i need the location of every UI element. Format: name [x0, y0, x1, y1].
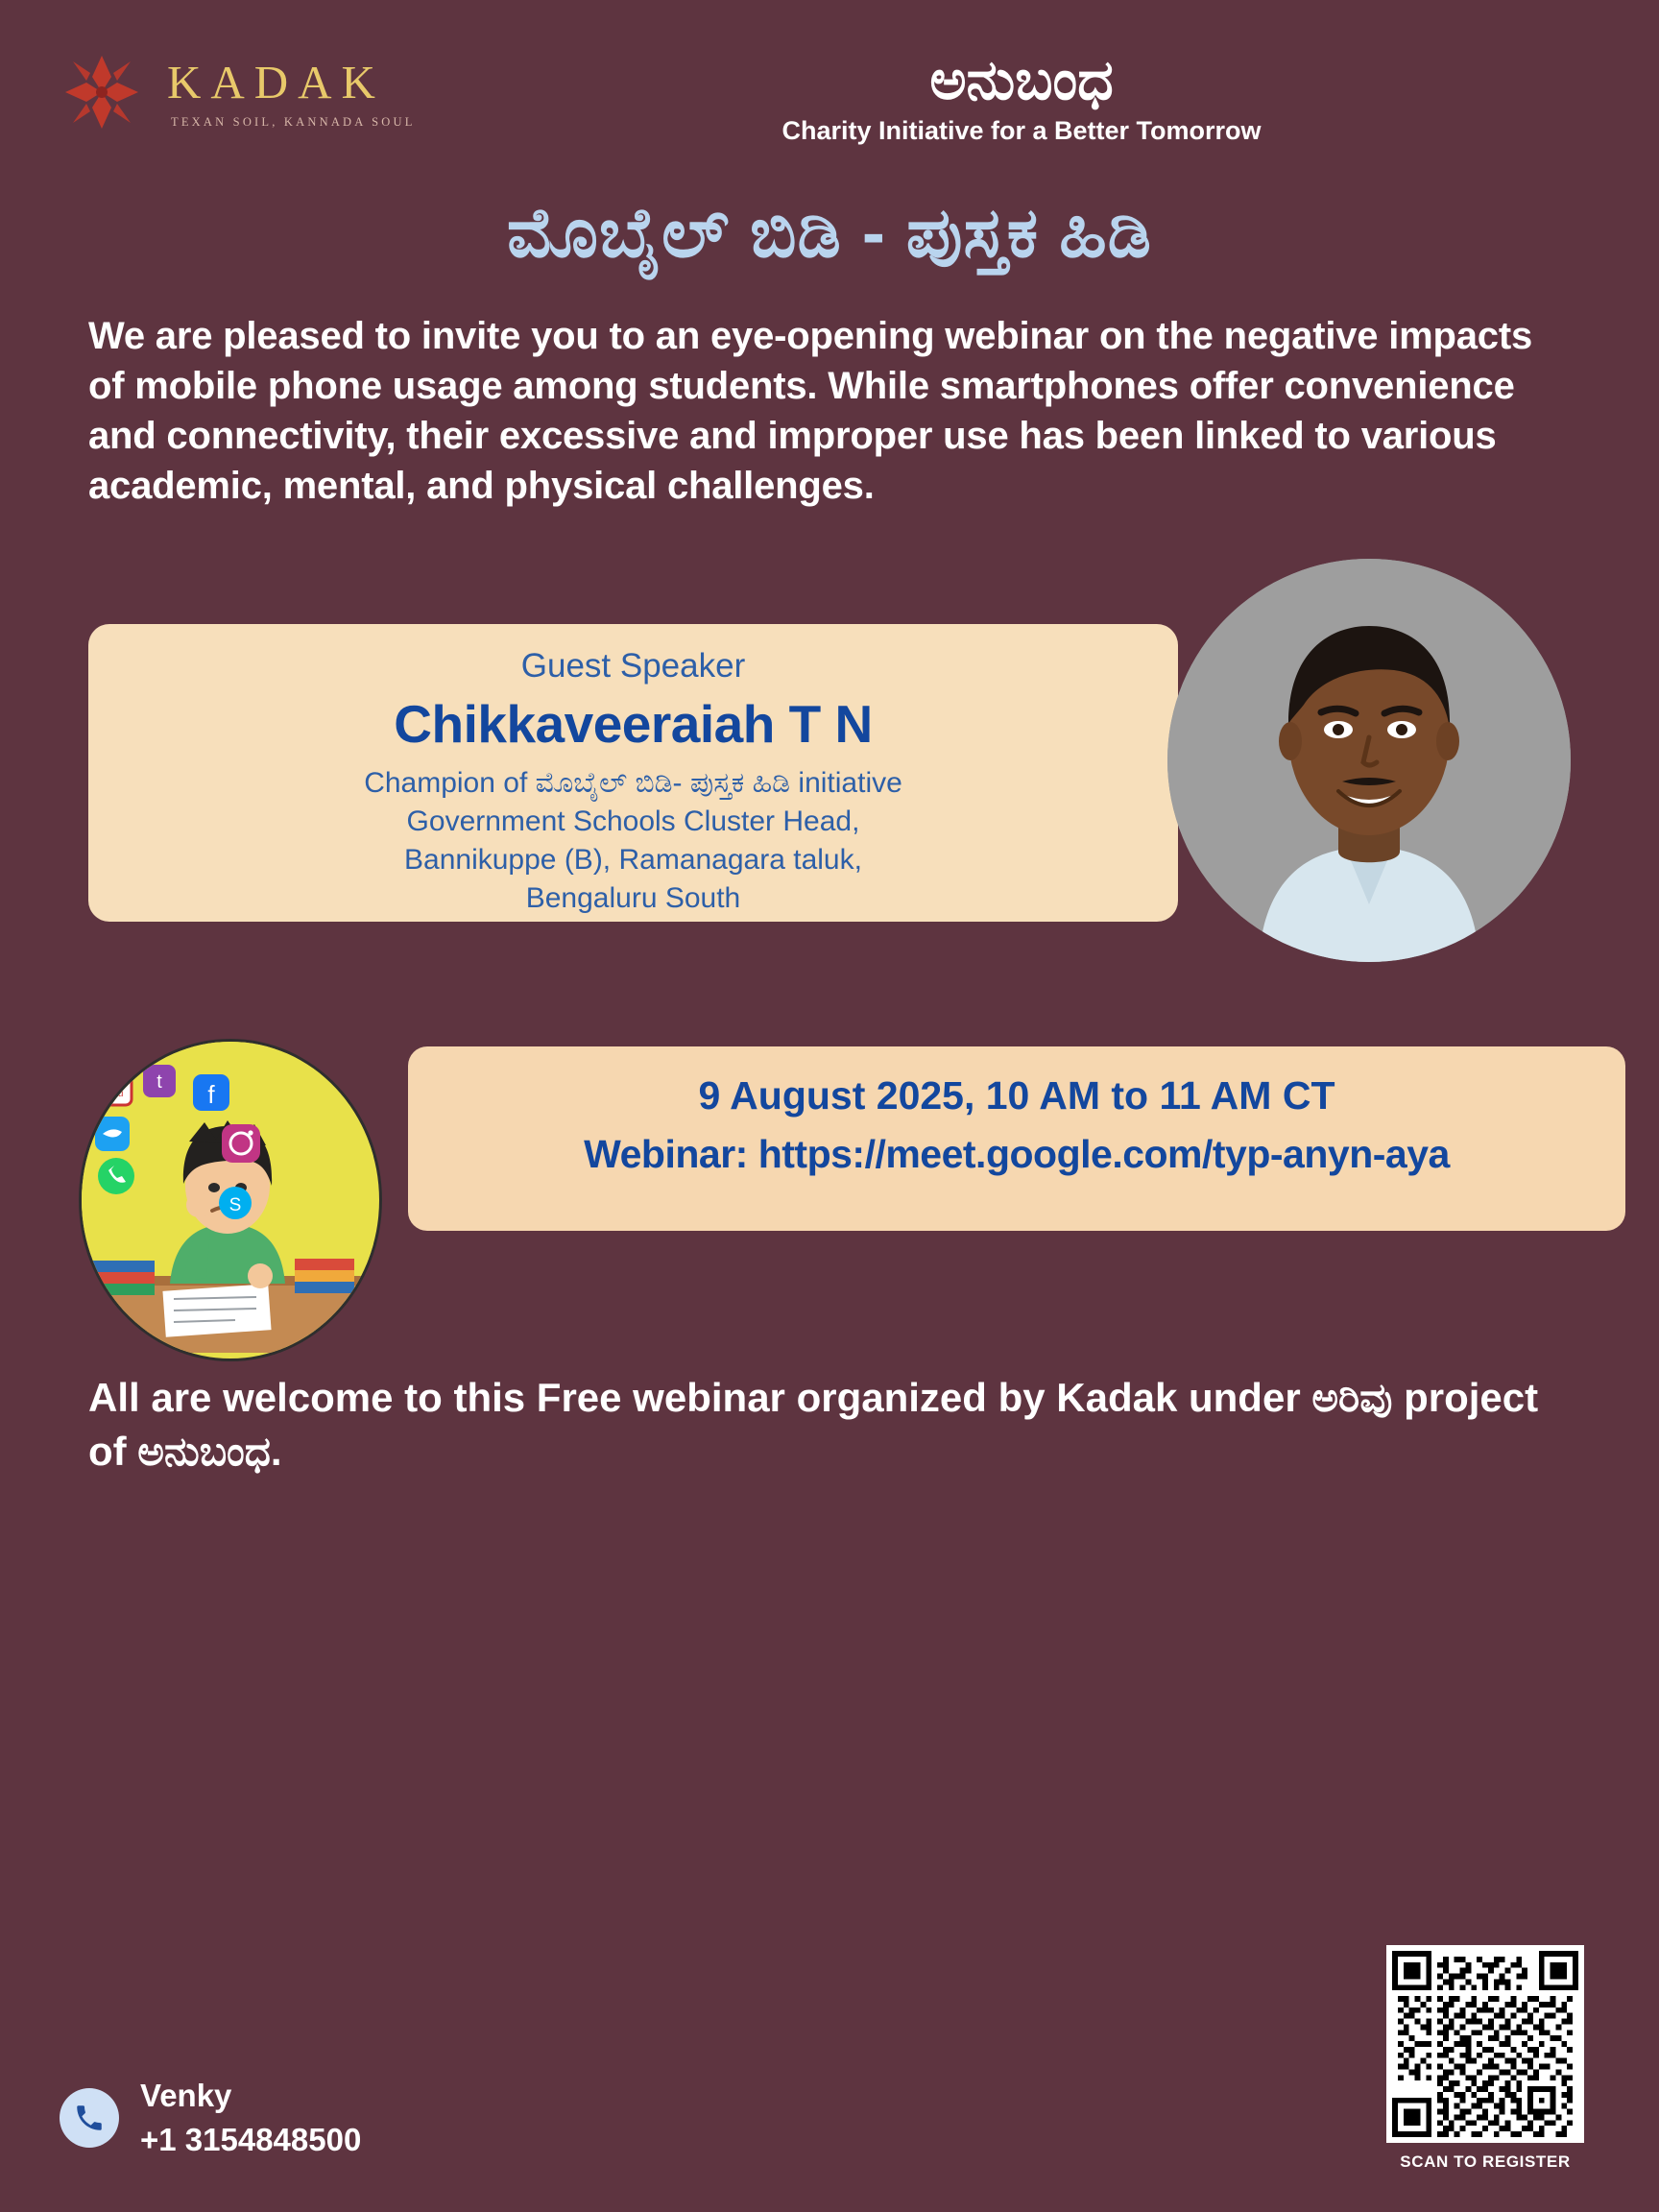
kadak-name: KADAK	[167, 56, 385, 108]
poster-footer	[0, 1905, 1659, 2212]
speaker-photo	[1167, 559, 1571, 962]
poster-header	[0, 0, 1659, 144]
intro-paragraph: We are pleased to invite you to an eye-opening webinar on the negative impacts of mobile phone usage among students. While smartphones offer convenience and connectivity, their excessive and improper use has been linked to various academic, mental, and physical challenges.	[88, 315, 1533, 507]
qr-block	[1386, 1945, 1584, 2172]
svg-text:S: S	[228, 1195, 242, 1215]
page-title: ಮೊಬೈಲ್ ಬಿಡಿ - ಪುಸ್ತಕ ಹಿಡಿ	[506, 195, 1153, 272]
kadak-logo-icon	[58, 48, 146, 136]
speaker-card	[88, 624, 1178, 922]
speaker-desc-line-4: Bengaluru South	[525, 881, 741, 914]
speaker-role-label: Guest Speaker	[520, 647, 746, 685]
welcome-note: All are welcome to this Free webinar organized by Kadak under ಅರಿವು project of ಅನುಬಂಧ.	[88, 1375, 1539, 1474]
kadak-brand	[58, 48, 499, 136]
speaker-name: Chikkaveeraiah T N	[394, 694, 873, 754]
event-datetime: 9 August 2025, 10 AM to 11 AM CT	[698, 1073, 1335, 1118]
speaker-desc-line-1: Champion of ಮೊಬೈಲ್ ಬಿಡಿ- ಪುಸ್ತಕ ಹಿಡಿ initiative	[364, 767, 902, 799]
contact-name: Venky	[140, 2078, 232, 2113]
organization-block	[442, 48, 1601, 146]
event-details-card	[408, 1046, 1625, 1231]
speaker-desc-line-2: Government Schools Cluster Head,	[406, 805, 860, 837]
contact-phone: +1 3154848500	[140, 2122, 362, 2157]
phone-icon	[60, 2088, 119, 2148]
webinar-link[interactable]: Webinar: https://meet.google.com/typ-anyn-aya	[584, 1132, 1450, 1176]
contact-block	[60, 2078, 361, 2158]
organization-subtitle: Charity Initiative for a Better Tomorrow	[781, 115, 1262, 145]
event-section	[0, 1027, 1659, 1363]
svg-text:t: t	[156, 1071, 162, 1093]
speaker-desc-line-3: Bannikuppe (B), Ramanagara taluk,	[404, 843, 862, 876]
organization-name: ಅನುಬಂಧ	[929, 49, 1114, 111]
speaker-section	[0, 559, 1659, 972]
qr-caption: SCAN TO REGISTER	[1400, 2152, 1571, 2171]
qr-code-image[interactable]	[1386, 1945, 1584, 2143]
kadak-wordmark	[167, 55, 416, 130]
svg-text:You: You	[107, 1089, 124, 1099]
svg-text:f: f	[207, 1080, 215, 1109]
student-illustration	[79, 1039, 382, 1361]
kadak-tagline: TEXAN SOIL, KANNADA SOUL	[171, 115, 416, 129]
